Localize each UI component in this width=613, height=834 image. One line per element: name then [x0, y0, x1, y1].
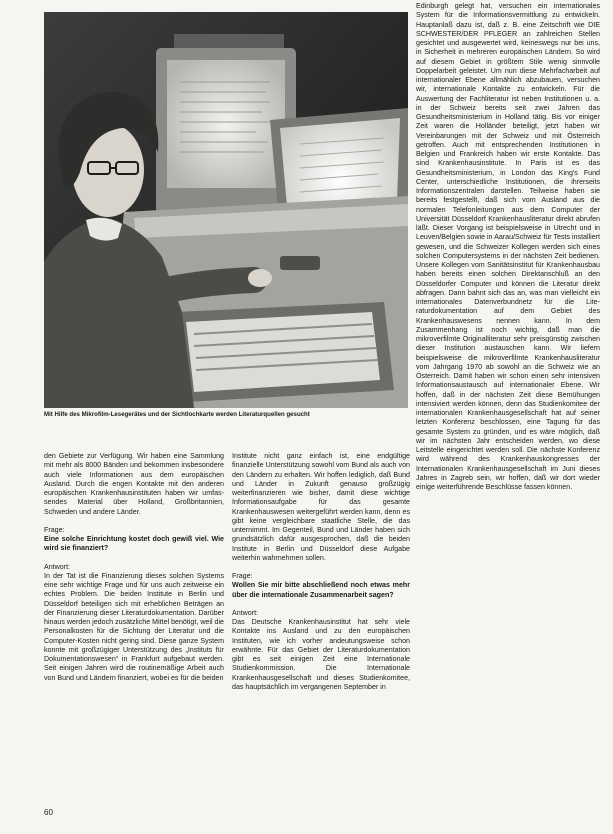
answer-label: Antwort:: [44, 562, 71, 571]
article-column-middle: [232, 452, 410, 820]
interview-answer: In der Tat ist die Finanzierung dieses solchen Systems eine sehr wichtige Frage und für uns auch zeitweise ein echtes Problem. Die beiden Institute in Berlin und Düsseldorf beteiligen sich mit erheblichen Beträgen an der Finanzierung dieser Literaturdokumentation. Darüber hinaus werden jedoch zusätzliche Mittel benötigt, weil die Personalkosten für die Sichtung der Literatur und die Computer-Kosten nicht gering sind. Diese ganze System konnte mit großzügiger Unterstützung des „Instituts für Dokumentationswesen“ in Frankfurt aufgebaut werden. Seit einigen Jahren wird die routinemäßige Arbeit auch von Bund und Ländern finanziert, wobei es für die beiden: [44, 571, 224, 682]
interview-question: Eine solche Einrichtung kostet doch gewiß viel. Wie wird sie finanziert?: [44, 535, 224, 553]
paragraph: den Gebiete zur Verfügung. Wir haben eine Sammlung mit mehr als 8000 Bänden und bekommen insbesondere auch viele Informationen aus dem europäischen Ausland. Durch die engen Kontakte mit den anderen europäischen Krankenhausinstituten haben wir umfassendes Material über Holland, Großbritannien, Schweden und andere Länder.: [44, 452, 224, 516]
photo-illustration: [44, 12, 408, 408]
article-column-right: [416, 2, 600, 772]
paragraph: Edinburgh gelegt hat, versuchen ein internationales System für die Informationsvermittlung zu entwickeln. Hauptanlaß dazu ist, daß z. B. eine Zeitschrift wie DIE SCHWESTER/DER PFLEGER an zahlreichen Stellen gesichtet und ausgewertet wird, keineswegs nur bei uns, in Sicherheit in mehreren europäischen Ländern. So wird auf diesem Gebiet in größtem Stile wenig sinnvolle Doppelarbeit geleistet. Um nun diese Mehrfacharbeit auf internationaler Ebene allmählich abzubauen, versuchen wir, internationale Kontakte zu entwickeln. Für die Auswertung der Fachliteratur ist neben Institutionen u. a. in der Schweiz bereits seit zwei Jahren das Gesundheitsministerium in Holland tätig. Bis vor einiger Zeit waren die Holländer beteiligt, jetzt haben wir Vereinbarungen mit der Schweiz und mit Österreich getroffen. Auch mit entsprechenden Institutionen in Belgien und Frankreich haben wir erste Kontakte. Das sind Krankenhausinstitute. In Paris ist es das Gesundheitsministerium, in London das King's Fund Center, unterschiedliche Institutionen, die ihrerseits Informationszentralen darstellen. Teilweise haben sie bereits festgestellt, daß sich vom Ausland aus die normalen Telefonleitungen aus dem Computer der Universität Düsseldorf Krankenhausliteratur direkt abrufen läßt. Dieser Vorgang ist beispielsweise in Utrecht und in Leuven/Belgien sowie in Aarau/Schweiz für Tests installiert gewesen, und die Schweizer Kollegen werden sich eines solchen Computersystems in der nächsten Zeit bedienen. Unsere Kollegen vom Sanitätsinstitut für Krankenhausbau haben bereits einen solchen Direktanschluß an den Düsseldorfer Computer und können die Literatur direkt abfragen. Dann bahnt sich das an, was man vielleicht ein internationales Datenverbundnetz für die Literaturdokumentation auf dem Gebiet des Krankenhauswesens nennen kann. In dem Zusammenhang ist noch wichtig, daß man die mikroverfilmte Originalliteratur sehr preisgünstig zwischen dieser Institution austauschen kann. Wir liefern beispielsweise die mikroverfilmte Krankenhausliteratur vom Jahrgang 1970 ab sowohl an die Schweiz wie an Österreich. Damit haben wir schon einen sehr intensiven Informationsaustausch auf internationaler Ebene. Wir hoffen, daß in der nächsten Zeit diese Bemühungen intensiviert werden können, denn das Studienkomitee der internationalen Krankenhausgesellschaft hat auf seiner letzten Konferenz beschlossen, eine Tagung für das gesamte System zu gründen, und es wäre möglich, daß wir im nächsten Jahr entscheiden werden, wo diese Leitstelle eingerichtet werden soll. Die nächste Konferenz wird während des Krankenhauskongresses der Internationalen Krankenhausgesellschaft im Juni dieses Jahres in Zagreb sein, wir hoffen, daß wir dort wieder einige weiterführende Beschlüsse fassen können.: [416, 2, 600, 491]
photo-caption: Mit Hilfe des Mikrofilm-Lesegerätes und der Sichtlochkarte werden Literaturquellen gesucht: [44, 411, 310, 418]
paragraph: Institute nicht ganz einfach ist, eine endgültige finanzielle Unterstützung sowohl vom Bund als auch von den Ländern zu erhalten. Wir hoffen lediglich, daß Bund und Länder in Zukunft genauso großzügig weiterfinanzieren wie bisher, damit diese wichtige Informationsaufgabe für das gesamte Krankenhauswesen weitergeführt werden kann, denn es gibt keine vergleichbare staatliche Stelle, die das unternimmt. Im Gegenteil, Bund und Länder haben sich grundsätzlich dafür ausgesprochen, daß die beiden Institute in Berlin und Düsseldorf diese Aufgabe weiterhin wahrnehmen sollen.: [232, 452, 410, 562]
interview-answer: Das Deutsche Krankenhausinstitut hat sehr viele Kontakte ins Ausland und zu den europäischen Instituten, wie ich vorher andeutungsweise schon erwähnte. Für das Gebiet der Literaturdokumentation gibt es seit einigen Zeit eine Internationale Studienkommission. Die Internationale Krankenhausgesellschaft und dieses Studienkomitee, das hauptsächlich im vergangenen September in: [232, 618, 410, 691]
article-column-left: [44, 452, 224, 820]
answer-label: Antwort:: [232, 608, 259, 617]
interview-question: Wollen Sie mir bitte abschließend noch etwas mehr über die internationale Zusammenarbeit sagen?: [232, 581, 410, 599]
question-label: Frage:: [232, 572, 253, 580]
photo-microfilm-reader: [44, 12, 408, 408]
question-label: Frage:: [44, 525, 65, 534]
page-number: 60: [44, 808, 53, 817]
